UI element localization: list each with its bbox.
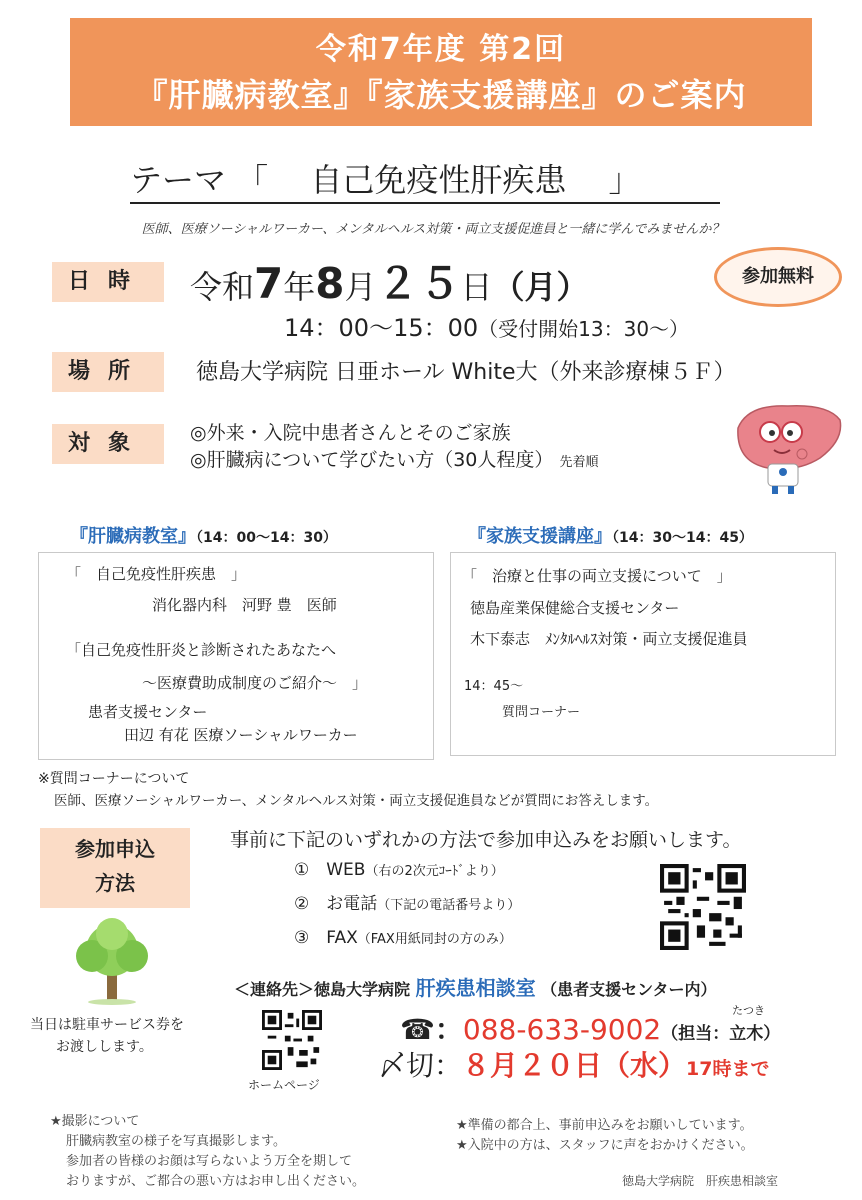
- parking-line-1: 当日は駐車サービス券を: [30, 1017, 184, 1033]
- photo-note-title: ★撮影について: [50, 1114, 140, 1129]
- photo-note-line-3: おりますが、ご都合の悪い方はお申し出ください。: [66, 1174, 366, 1189]
- liver-class-line-2: 消化器内科 河野 豊 医師: [152, 596, 337, 614]
- family-class-time: （14：30〜14：45）: [612, 530, 753, 546]
- method-name: WEB: [326, 860, 366, 880]
- date-weekday: （月）: [492, 268, 589, 306]
- deadline-time: 17時まで: [686, 1058, 770, 1080]
- liver-class-line-4: 〜医療費助成制度のご紹介〜 」: [142, 674, 368, 692]
- date-nen: 年: [283, 268, 316, 306]
- family-class-line-1: 「 治療と仕事の両立支援について 」: [462, 567, 732, 585]
- method-note: （下記の電話番号より）: [377, 898, 521, 913]
- question-note-body: 医師、医療ソーシャルワーカー、メンタルヘルス対策・両立支援促進員などが質問にお答えします。: [54, 793, 659, 809]
- free-badge: 参加無料: [714, 247, 842, 307]
- apply-method-phone: [294, 892, 520, 918]
- date-gatsu: 月: [344, 268, 377, 306]
- method-note: （右の2次元ｺｰﾄﾞより）: [365, 864, 504, 879]
- method-number: ③: [294, 928, 310, 948]
- contact-line: [234, 972, 717, 1001]
- method-number: ②: [294, 894, 310, 914]
- homepage-label: ホームページ: [248, 1078, 320, 1092]
- family-class-line-3: 木下泰志 ﾒﾝﾀﾙﾍﾙｽ対策・両立支援促進員: [470, 630, 748, 648]
- contact-person: （担当：立木）: [661, 1024, 781, 1044]
- method-name: FAX: [326, 928, 358, 948]
- method-name: お電話: [326, 894, 378, 914]
- family-class-heading: [468, 522, 753, 548]
- family-class-line-2: 徳島産業保健総合支援センター: [470, 599, 680, 617]
- invitation-subline: 医師、医療ソーシャルワーカー、メンタルヘルス対策・両立支援促進員と一緒に学んでみませんか？: [141, 222, 725, 237]
- date-year: 7: [254, 259, 284, 308]
- target-line-2: ◎肝臓病について学びたい方（30人程度）: [190, 449, 554, 471]
- family-class-line-4: 14：45〜: [464, 679, 524, 694]
- deadline-line: [378, 1046, 769, 1089]
- photo-note-line-1: 肝臓病教室の様子を写真撮影します。: [66, 1134, 286, 1149]
- liver-class-line-1: 「 自己免疫性肝疾患 」: [66, 565, 247, 583]
- apply-heading: 事前に下記のいずれかの方法で参加申込みをお願いします。: [230, 829, 742, 851]
- tree-illustration: [70, 916, 154, 1006]
- title-banner: [70, 18, 812, 126]
- liver-class-title: 『肝臓病教室』: [70, 526, 196, 547]
- apply-method-web: [294, 858, 504, 884]
- family-class-title: 『家族支援講座』: [468, 526, 612, 547]
- theme-heading: テーマ 「 自己免疫性肝疾患 」: [130, 158, 720, 204]
- place-label: 場所: [52, 352, 164, 392]
- event-time: [284, 312, 689, 345]
- phone-number[interactable]: 088-633-9002: [462, 1013, 662, 1046]
- method-note: （FAX用紙同封の方のみ）: [357, 932, 512, 947]
- apply-label-line-1: 参加申込: [75, 837, 155, 861]
- contact-office: 肝疾患相談室: [415, 976, 536, 1000]
- liver-mascot-illustration: [728, 398, 846, 498]
- apply-method-label: [40, 828, 190, 908]
- prep-note-line-1: ★準備の都合上、事前申込みをお願いしています。: [456, 1118, 753, 1133]
- date-label: 日時: [52, 262, 164, 302]
- phone-icon: ☎：: [400, 1013, 463, 1046]
- liver-class-line-6: 田辺 有花 医療ソーシャルワーカー: [124, 726, 358, 744]
- date-nichi: 日: [460, 268, 493, 306]
- apply-label-line-2: 方法: [95, 871, 135, 895]
- question-note-title: ※質問コーナーについて: [38, 771, 190, 787]
- homepage-qr-code[interactable]: [262, 1010, 322, 1070]
- apply-method-fax: [294, 926, 512, 952]
- liver-class-line-5: 患者支援センター: [88, 703, 208, 721]
- contact-suffix: （患者支援センター内）: [541, 980, 717, 999]
- time-range: 14：00〜15：00: [284, 314, 479, 342]
- target-note: 先着順: [559, 455, 599, 470]
- method-number: ①: [294, 860, 310, 880]
- liver-class-line-3: 「自己免疫性肝炎と診断されたあなたへ: [66, 641, 337, 659]
- reception-time: （受付開始13：30〜）: [478, 317, 690, 341]
- liver-class-time: （14：00〜14：30）: [196, 530, 337, 546]
- banner-line-2: 『肝臓病教室』『家族支援講座』のご案内: [135, 76, 747, 114]
- person-furigana: たつき: [732, 1004, 765, 1017]
- date-reiwa: 令和: [190, 268, 255, 306]
- venue-text: 徳島大学病院 日亜ホール White大（外来診療棟５Ｆ）: [196, 360, 736, 385]
- photo-note-line-2: 参加者の皆様のお顔は写らないよう万全を期して: [66, 1154, 353, 1169]
- banner-line-1: 令和7年度 第2回: [315, 32, 567, 67]
- target-line-1: ◎外来・入院中患者さんとそのご家族: [190, 422, 511, 444]
- date-day: ２５: [376, 259, 461, 308]
- contact-prefix: ＜連絡先＞徳島大学病院: [234, 980, 411, 999]
- prep-note-line-2: ★入院中の方は、スタッフに声をおかけください。: [456, 1138, 754, 1153]
- parking-line-2: お渡しします。: [56, 1039, 153, 1055]
- web-qr-code[interactable]: [660, 864, 746, 950]
- signature: 徳島大学病院 肝疾患相談室: [622, 1174, 779, 1188]
- deadline-label: 〆切：: [378, 1049, 463, 1082]
- deadline-date: ８月２０日（水）: [462, 1049, 687, 1082]
- family-class-line-5: 質問コーナー: [502, 705, 581, 720]
- target-text: [190, 420, 598, 476]
- target-label: 対象: [52, 424, 164, 464]
- liver-class-heading: [70, 522, 337, 548]
- date-month: 8: [315, 259, 345, 308]
- event-date: [190, 258, 589, 313]
